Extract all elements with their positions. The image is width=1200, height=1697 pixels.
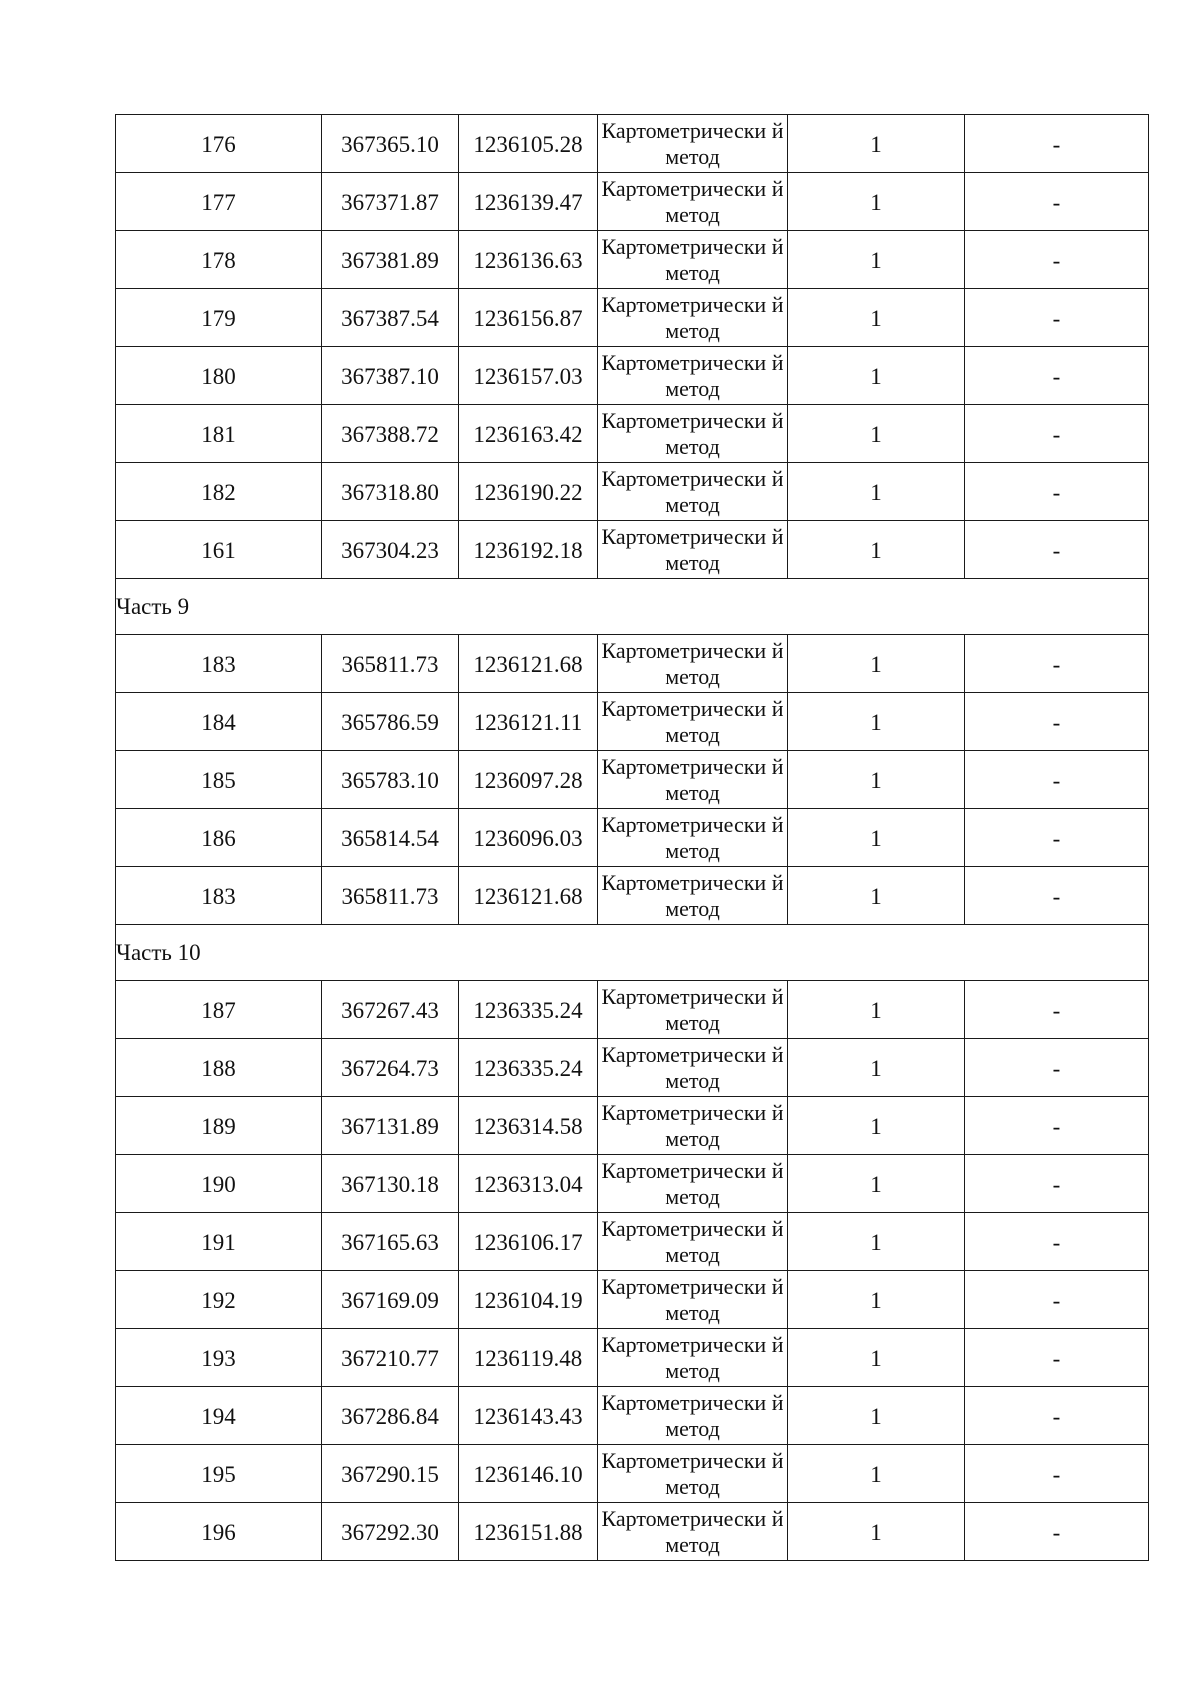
coordinate-y-cell: 1236104.19: [459, 1271, 598, 1329]
coordinate-x-cell: 367290.15: [322, 1445, 459, 1503]
method-cell: Картометрически й метод: [598, 405, 788, 463]
table-row: [116, 635, 1149, 693]
coordinate-x-cell: 365811.73: [322, 635, 459, 693]
method-cell: Картометрически й метод: [598, 1039, 788, 1097]
coordinate-y-cell: 1236190.22: [459, 463, 598, 521]
precision-cell: 1: [788, 635, 965, 693]
coordinate-y-cell: 1236146.10: [459, 1445, 598, 1503]
note-cell: -: [965, 1155, 1149, 1213]
table-row: [116, 809, 1149, 867]
point-number-cell: 190: [116, 1155, 322, 1213]
precision-cell: 1: [788, 1039, 965, 1097]
coordinate-x-cell: 367165.63: [322, 1213, 459, 1271]
coordinate-y-cell: 1236119.48: [459, 1329, 598, 1387]
coordinate-x-cell: 367304.23: [322, 521, 459, 579]
note-cell: -: [965, 521, 1149, 579]
coordinate-x-cell: 367371.87: [322, 173, 459, 231]
table-row: [116, 347, 1149, 405]
precision-cell: 1: [788, 347, 965, 405]
table-row: [116, 981, 1149, 1039]
table-row: [116, 1387, 1149, 1445]
table-row: [116, 173, 1149, 231]
precision-cell: 1: [788, 751, 965, 809]
precision-cell: 1: [788, 809, 965, 867]
section-header-row: [116, 925, 1149, 981]
coordinate-y-cell: 1236139.47: [459, 173, 598, 231]
note-cell: -: [965, 173, 1149, 231]
method-cell: Картометрически й метод: [598, 809, 788, 867]
point-number-cell: 176: [116, 115, 322, 173]
method-cell: Картометрически й метод: [598, 751, 788, 809]
table-row: [116, 1329, 1149, 1387]
coordinate-y-cell: 1236143.43: [459, 1387, 598, 1445]
table-row: [116, 1213, 1149, 1271]
table-row: [116, 463, 1149, 521]
coordinate-y-cell: 1236097.28: [459, 751, 598, 809]
table-row: [116, 231, 1149, 289]
coordinate-x-cell: 367292.30: [322, 1503, 459, 1561]
note-cell: -: [965, 289, 1149, 347]
precision-cell: 1: [788, 405, 965, 463]
coordinate-x-cell: 367169.09: [322, 1271, 459, 1329]
method-cell: Картометрически й метод: [598, 981, 788, 1039]
note-cell: -: [965, 1503, 1149, 1561]
table-row: [116, 751, 1149, 809]
method-cell: Картометрически й метод: [598, 635, 788, 693]
point-number-cell: 185: [116, 751, 322, 809]
point-number-cell: 161: [116, 521, 322, 579]
point-number-cell: 196: [116, 1503, 322, 1561]
point-number-cell: 186: [116, 809, 322, 867]
coordinate-y-cell: 1236192.18: [459, 521, 598, 579]
coordinate-x-cell: 367365.10: [322, 115, 459, 173]
method-cell: Картометрически й метод: [598, 231, 788, 289]
point-number-cell: 191: [116, 1213, 322, 1271]
table-row: [116, 1445, 1149, 1503]
coordinate-y-cell: 1236105.28: [459, 115, 598, 173]
point-number-cell: 182: [116, 463, 322, 521]
precision-cell: 1: [788, 173, 965, 231]
coordinate-x-cell: 365786.59: [322, 693, 459, 751]
method-cell: Картометрически й метод: [598, 521, 788, 579]
precision-cell: 1: [788, 693, 965, 751]
method-cell: Картометрически й метод: [598, 463, 788, 521]
method-cell: Картометрически й метод: [598, 1271, 788, 1329]
point-number-cell: 195: [116, 1445, 322, 1503]
coordinate-y-cell: 1236314.58: [459, 1097, 598, 1155]
coordinate-x-cell: 367264.73: [322, 1039, 459, 1097]
method-cell: Картометрически й метод: [598, 1329, 788, 1387]
coordinate-x-cell: 367387.10: [322, 347, 459, 405]
method-cell: Картометрически й метод: [598, 1213, 788, 1271]
note-cell: -: [965, 751, 1149, 809]
precision-cell: 1: [788, 231, 965, 289]
precision-cell: 1: [788, 981, 965, 1039]
precision-cell: 1: [788, 1271, 965, 1329]
table-row: [116, 521, 1149, 579]
section-label: Часть 9: [116, 579, 1149, 635]
note-cell: -: [965, 1271, 1149, 1329]
coordinate-y-cell: 1236121.68: [459, 867, 598, 925]
coordinate-x-cell: 367267.43: [322, 981, 459, 1039]
point-number-cell: 188: [116, 1039, 322, 1097]
point-number-cell: 194: [116, 1387, 322, 1445]
method-cell: Картометрически й метод: [598, 1155, 788, 1213]
coordinate-y-cell: 1236121.11: [459, 693, 598, 751]
point-number-cell: 184: [116, 693, 322, 751]
coordinate-x-cell: 367286.84: [322, 1387, 459, 1445]
method-cell: Картометрически й метод: [598, 1503, 788, 1561]
point-number-cell: 192: [116, 1271, 322, 1329]
coordinate-x-cell: 367318.80: [322, 463, 459, 521]
coordinate-y-cell: 1236157.03: [459, 347, 598, 405]
note-cell: -: [965, 1387, 1149, 1445]
precision-cell: 1: [788, 1155, 965, 1213]
coordinate-y-cell: 1236313.04: [459, 1155, 598, 1213]
point-number-cell: 183: [116, 867, 322, 925]
table-row: [116, 1503, 1149, 1561]
table-row: [116, 289, 1149, 347]
note-cell: -: [965, 463, 1149, 521]
point-number-cell: 179: [116, 289, 322, 347]
method-cell: Картометрически й метод: [598, 1445, 788, 1503]
method-cell: Картометрически й метод: [598, 1387, 788, 1445]
coordinates-table: [115, 114, 1149, 1561]
table-row: [116, 1271, 1149, 1329]
precision-cell: 1: [788, 867, 965, 925]
method-cell: Картометрически й метод: [598, 693, 788, 751]
coordinate-y-cell: 1236335.24: [459, 1039, 598, 1097]
point-number-cell: 193: [116, 1329, 322, 1387]
method-cell: Картометрически й метод: [598, 173, 788, 231]
table-row: [116, 115, 1149, 173]
precision-cell: 1: [788, 1445, 965, 1503]
note-cell: -: [965, 809, 1149, 867]
coordinate-x-cell: 367387.54: [322, 289, 459, 347]
point-number-cell: 177: [116, 173, 322, 231]
coordinate-y-cell: 1236156.87: [459, 289, 598, 347]
coordinate-y-cell: 1236106.17: [459, 1213, 598, 1271]
table-row: [116, 1097, 1149, 1155]
coordinate-y-cell: 1236163.42: [459, 405, 598, 463]
table-row: [116, 1039, 1149, 1097]
point-number-cell: 181: [116, 405, 322, 463]
point-number-cell: 183: [116, 635, 322, 693]
note-cell: -: [965, 347, 1149, 405]
point-number-cell: 187: [116, 981, 322, 1039]
precision-cell: 1: [788, 463, 965, 521]
coordinate-x-cell: 365811.73: [322, 867, 459, 925]
precision-cell: 1: [788, 1097, 965, 1155]
table-row: [116, 867, 1149, 925]
section-header-row: [116, 579, 1149, 635]
precision-cell: 1: [788, 1503, 965, 1561]
note-cell: -: [965, 1445, 1149, 1503]
table-row: [116, 1155, 1149, 1213]
point-number-cell: 189: [116, 1097, 322, 1155]
coordinate-x-cell: 367388.72: [322, 405, 459, 463]
precision-cell: 1: [788, 521, 965, 579]
point-number-cell: 178: [116, 231, 322, 289]
coordinates-table-body: [116, 115, 1149, 1561]
note-cell: -: [965, 115, 1149, 173]
coordinate-y-cell: 1236136.63: [459, 231, 598, 289]
note-cell: -: [965, 231, 1149, 289]
method-cell: Картометрически й метод: [598, 867, 788, 925]
method-cell: Картометрически й метод: [598, 115, 788, 173]
note-cell: -: [965, 405, 1149, 463]
note-cell: -: [965, 635, 1149, 693]
method-cell: Картометрически й метод: [598, 289, 788, 347]
coordinate-y-cell: 1236096.03: [459, 809, 598, 867]
precision-cell: 1: [788, 115, 965, 173]
note-cell: -: [965, 867, 1149, 925]
precision-cell: 1: [788, 1329, 965, 1387]
table-row: [116, 693, 1149, 751]
precision-cell: 1: [788, 289, 965, 347]
coordinate-y-cell: 1236121.68: [459, 635, 598, 693]
coordinate-x-cell: 365814.54: [322, 809, 459, 867]
coordinate-x-cell: 365783.10: [322, 751, 459, 809]
note-cell: -: [965, 1213, 1149, 1271]
note-cell: -: [965, 1039, 1149, 1097]
method-cell: Картометрически й метод: [598, 1097, 788, 1155]
coordinate-x-cell: 367210.77: [322, 1329, 459, 1387]
precision-cell: 1: [788, 1387, 965, 1445]
precision-cell: 1: [788, 1213, 965, 1271]
method-cell: Картометрически й метод: [598, 347, 788, 405]
coordinate-y-cell: 1236335.24: [459, 981, 598, 1039]
coordinate-y-cell: 1236151.88: [459, 1503, 598, 1561]
table-row: [116, 405, 1149, 463]
note-cell: -: [965, 981, 1149, 1039]
note-cell: -: [965, 1329, 1149, 1387]
note-cell: -: [965, 1097, 1149, 1155]
coordinate-x-cell: 367131.89: [322, 1097, 459, 1155]
section-label: Часть 10: [116, 925, 1149, 981]
coordinate-x-cell: 367130.18: [322, 1155, 459, 1213]
note-cell: -: [965, 693, 1149, 751]
point-number-cell: 180: [116, 347, 322, 405]
coordinate-x-cell: 367381.89: [322, 231, 459, 289]
